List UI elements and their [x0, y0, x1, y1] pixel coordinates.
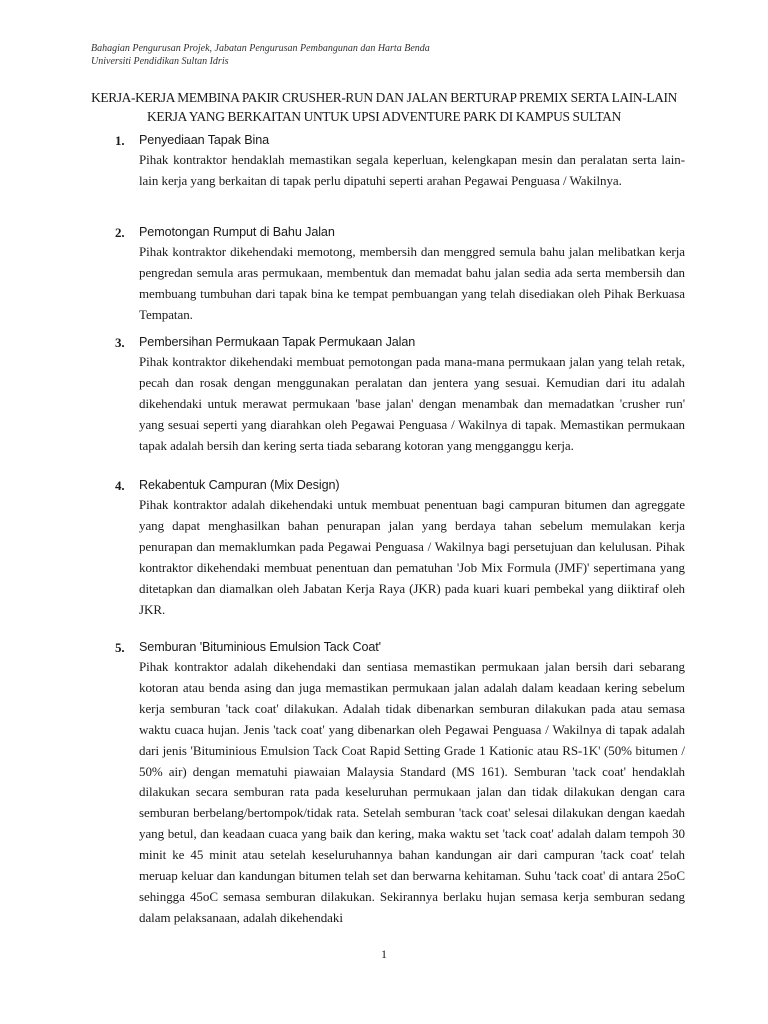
section-heading — [115, 223, 685, 242]
section-body: Pihak kontraktor adalah dikehendaki dan sentiasa memastikan permukaan jalan bersih dari sebarang kotoran atau benda asing dan juga memastikan permukaan jalan adalah dalam keadaan kering sebelum kerja semburan 'tack coat' dilakukan. Adalah tidak dibenarkan semburan dilakukan pada atau semasa waktu cuaca hujan. Jenis 'tack coat' yang dibenarkan oleh Pegawai Penguasa / Wakilnya di tapak adalah dari jenis 'Bituminious Emulsion Tack Coat Rapid Setting Grade 1 Kationic atau RS-1K' (50% bitumen / 50% air) dengan mematuhi piawaian Malaysia Standard (MS 161). Semburan 'tack coat' hendaklah dilakukan secara semburan rata pada keseluruhan permukaan jalan dan tidak dilakukan dengan cara semburan berbelang/bertompok/tidak rata. Setelah semburan 'tack coat' selesai dilakukan dengan kaedah yang betul, dan keadaan cuaca yang baik dan kering, maka waktu set 'tack coat' adalah dalam tempoh 30 minit ke 45 minit atau setelah keseluruhannya bahan kandungan air dari campuran 'tack coat' telah meruap keluar dan kandungan bitumen telah set dan berwarna kehitaman. Suhu 'tack coat' di antara 25oC sehingga 45oC semasa semburan dilakukan. Sekirannya berlaku hujan semasa kerja semburan sedang dalam pelaksanaan, adalah dikehendaki — [139, 659, 685, 925]
header-line-1: Bahagian Pengurusan Projek, Jabatan Pengurusan Pembangunan dan Harta Benda — [91, 43, 430, 54]
section-body: Pihak kontraktor dikehendaki membuat pemotongan pada mana-mana permukaan jalan yang telah retak, pecah dan rosak dengan menggunakan peralatan dan jentera yang sesuai. Kemudian dari itu adalah dikehendaki untuk merawat permukaan 'base jalan' dengan menambak dan memadatkan 'crusher run' yang sesuai seperti yang diarahkan oleh Pegawai Penguasa / Wakilnya di tapak. Memastikan permukaan tapak adalah bersih dan kering serta tiada sebarang kotoran yang mengganggu kerja. — [139, 354, 685, 453]
section-title: Pemotongan Rumput di Bahu Jalan — [139, 225, 335, 239]
header-line-2: Universiti Pendidikan Sultan Idris — [91, 56, 229, 67]
section-title: Semburan 'Bituminious Emulsion Tack Coat' — [139, 640, 381, 654]
section-title: Pembersihan Permukaan Tapak Permukaan Jalan — [139, 335, 416, 349]
section-number: 5. — [115, 640, 125, 655]
section-heading — [115, 131, 685, 150]
section-body: Pihak kontraktor adalah dikehendaki untuk membuat penentuan bagi campuran bitumen dan agreggate yang dapat menghasilkan bahan penurapan jalan yang berdaya tahan sebelum memulakan kerja penurapan dan memaklumkan pada Pegawai Penguasa / Wakilnya bagi persetujuan dan kelulusan. Pihak kontraktor dikehendaki membuat penentuan dan pematuhan 'Job Mix Formula (JMF)' sepertimana yang ditetapkan dan diamalkan oleh Jabatan Kerja Raya (JKR) pada kuari kuari pembekal yang diiktiraf oleh JKR. — [139, 497, 685, 617]
section-3 — [115, 333, 685, 457]
section-body: Pihak kontraktor hendaklah memastikan segala keperluan, kelengkapan mesin dan peralatan serta lain-lain kerja yang berkaitan di tapak perlu dipatuhi seperti arahan Pegawai Penguasa / Wakilnya. — [139, 152, 685, 188]
section-4 — [115, 476, 685, 620]
section-heading — [115, 333, 685, 352]
section-1 — [115, 131, 685, 192]
document-title: KERJA-KERJA MEMBINA PAKIR CRUSHER-RUN DAN JALAN BERTURAP PREMIX SERTA LAIN-LAIN KERJA YANG BERKAITAN UNTUK UPSI ADVENTURE PARK DI KAMPUS SULTAN — [91, 90, 677, 124]
section-2 — [115, 223, 685, 326]
section-title: Rekabentuk Campuran (Mix Design) — [139, 478, 340, 492]
section-number: 4. — [115, 478, 125, 493]
section-number: 1. — [115, 133, 125, 148]
section-heading — [115, 476, 685, 495]
page-number: 1 — [381, 947, 387, 961]
section-number: 3. — [115, 335, 125, 350]
section-number: 2. — [115, 225, 125, 240]
section-body: Pihak kontraktor dikehendaki memotong, membersih dan menggred semula bahu jalan melibatkan kerja pengredan semula aras permukaan, membentuk dan memadat bahu jalan sedia ada serta membersih dan membuang tumbuhan dari tapak bina ke tempat pembuangan yang telah disediakan oleh Pihak Berkuasa Tempatan. — [139, 244, 685, 322]
section-5 — [115, 638, 685, 929]
page-header — [91, 42, 430, 68]
section-heading — [115, 638, 685, 657]
section-title: Penyediaan Tapak Bina — [139, 133, 270, 147]
